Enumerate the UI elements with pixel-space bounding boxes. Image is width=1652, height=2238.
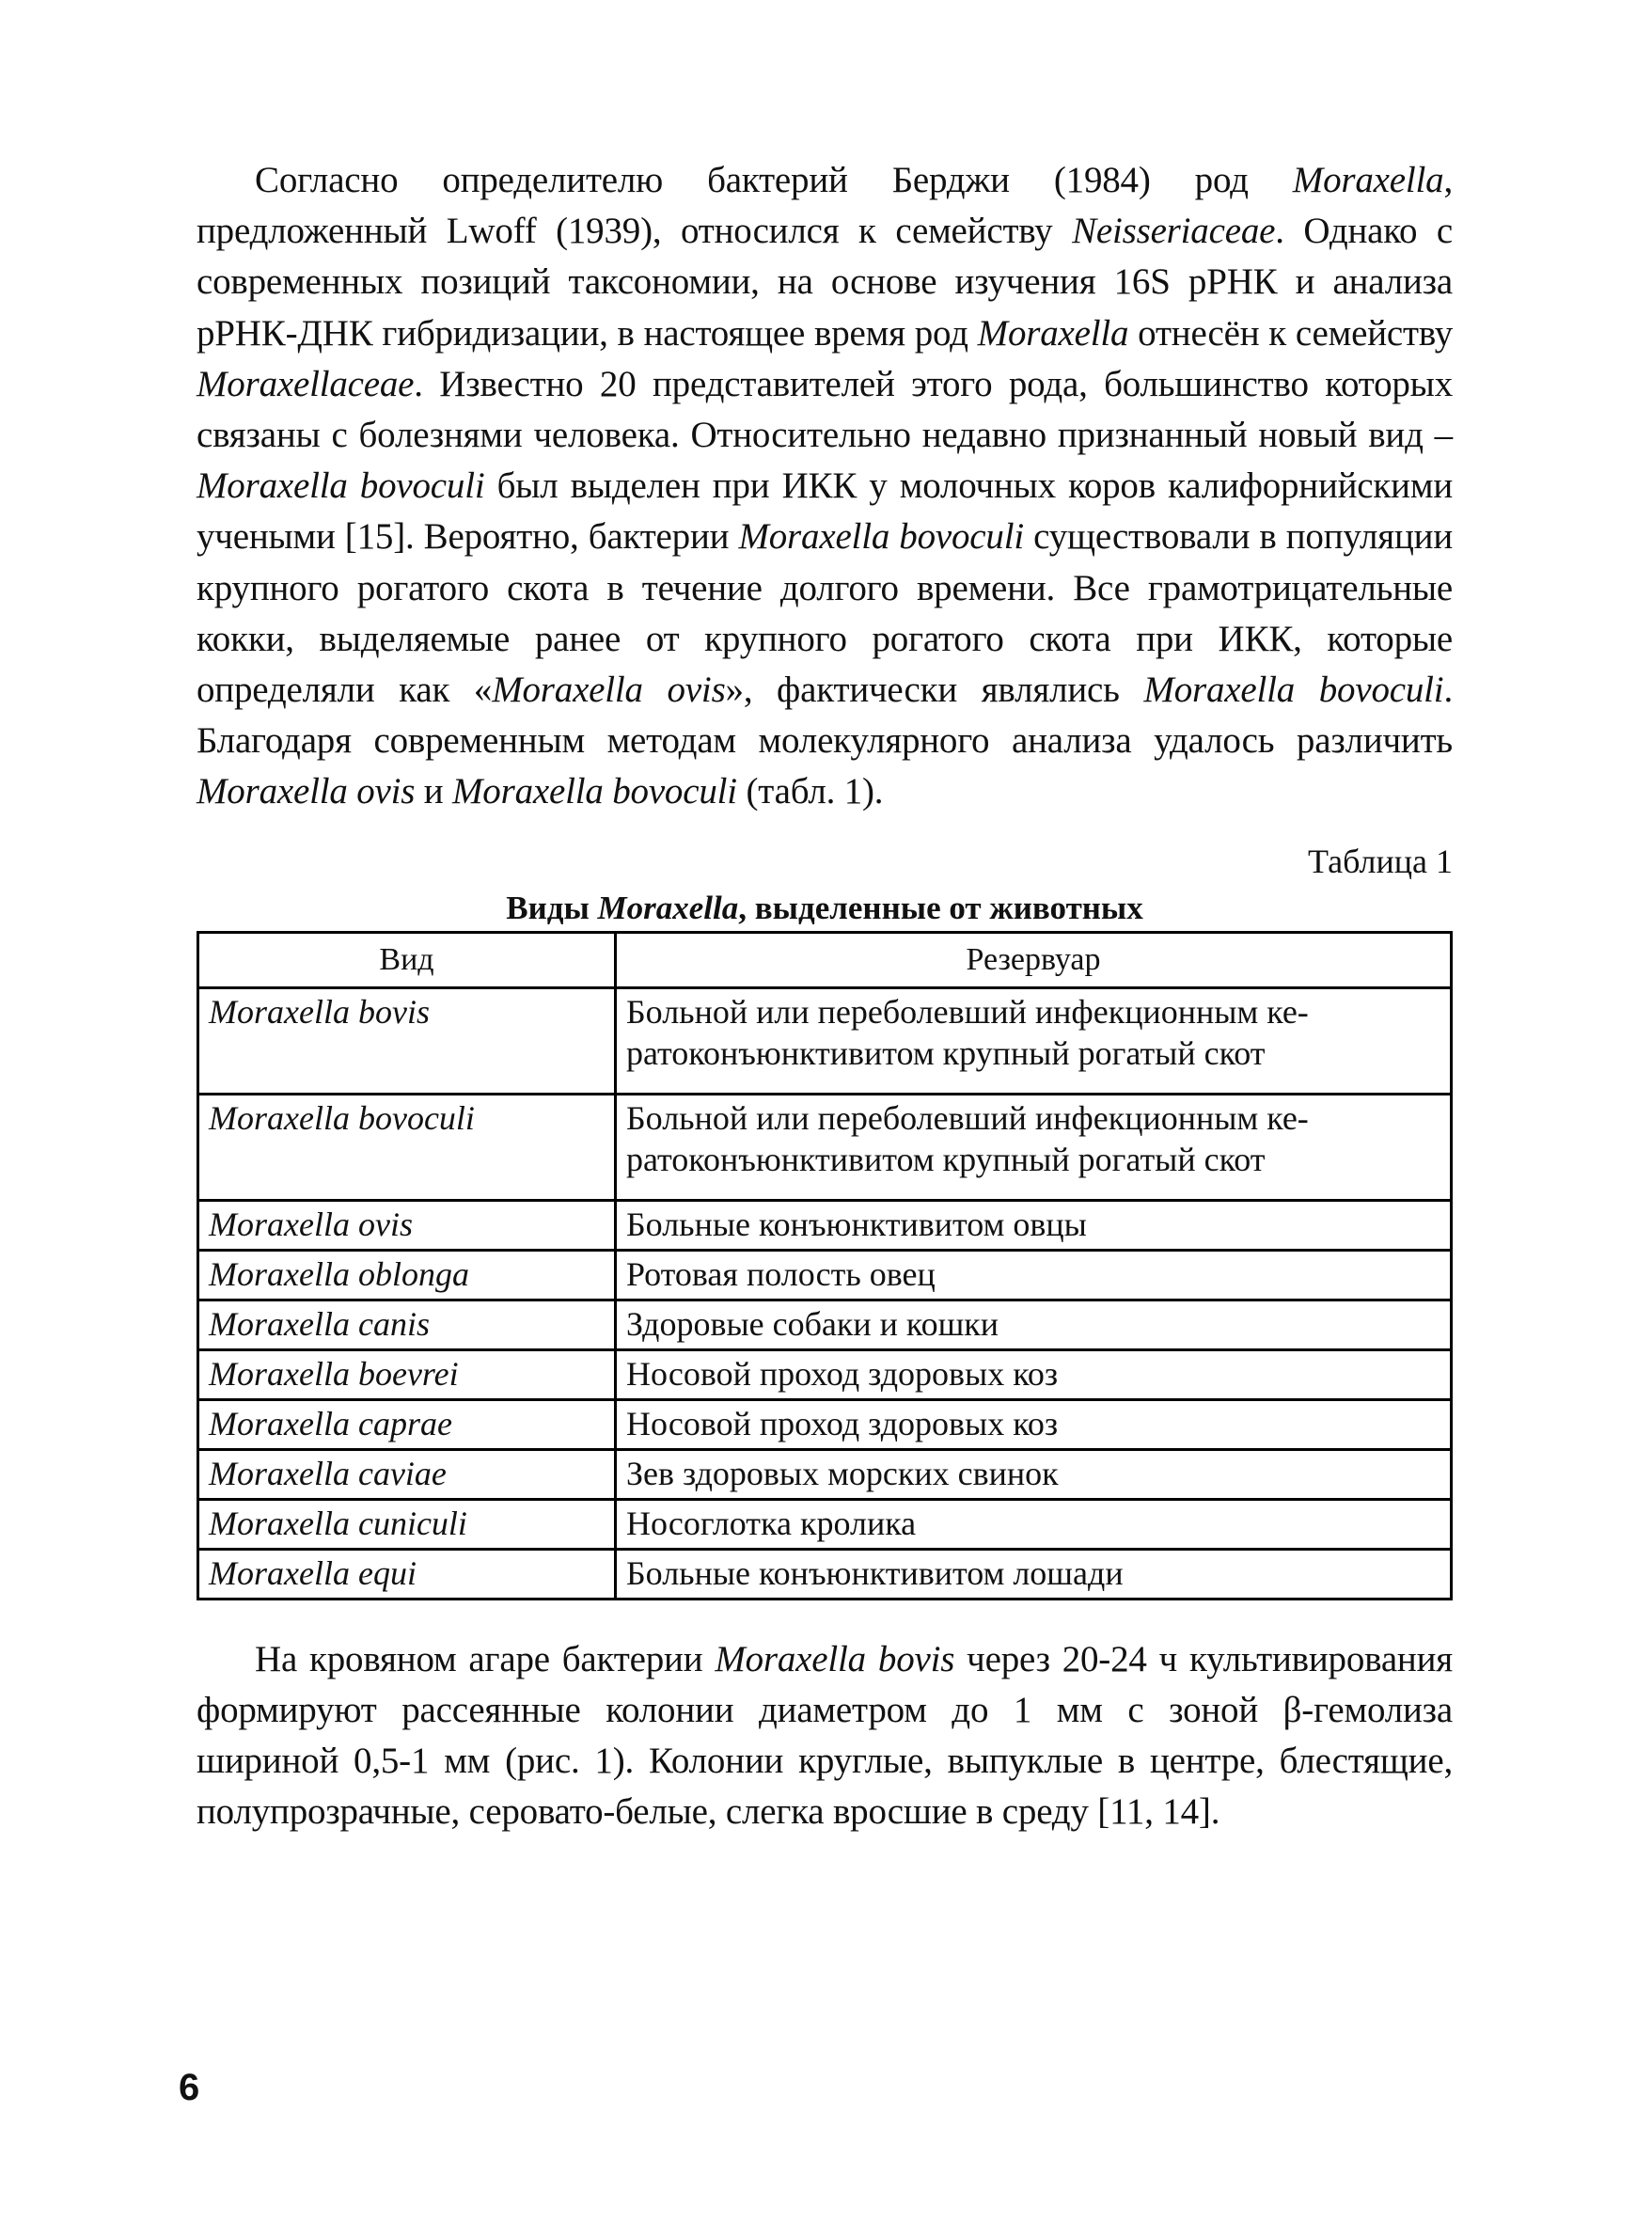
text: отнесён к семейству: [1128, 312, 1453, 354]
species-cell: Moraxella bovis: [198, 987, 616, 1094]
text: На кровяном агаре бактерии: [255, 1638, 716, 1679]
header-species: Вид: [198, 932, 616, 987]
table-title: [197, 890, 1453, 927]
table-row: [198, 1449, 1452, 1499]
species-name: Moraxella bovoculi: [1143, 670, 1444, 711]
reservoir-cell: Больной или переболевший инфекционным кератоконъюнктивитом крупный рогатый скот: [616, 1094, 1452, 1200]
table-row: [198, 1499, 1452, 1549]
table-row: [198, 1549, 1452, 1599]
species-name: Moraxella bovoculi: [452, 771, 737, 812]
species-cell: Moraxella equi: [198, 1549, 616, 1599]
text: . Известно 20 представителей этого рода, большинство которых связаны с болезнями человека. Относительно недавно признанный новый вид –: [197, 363, 1453, 456]
table-row: [198, 1250, 1452, 1300]
reservoir-cell: Носоглотка кролика: [616, 1499, 1452, 1549]
text: существовали в популяции крупного рогатого скота в течение долгого времени. Все грамотрицательные кокки, выделяемые ранее от крупного рогатого скота при ИКК, которые определяли как «: [197, 516, 1454, 711]
species-name: Moraxella bovoculi: [197, 465, 485, 507]
reservoir-cell: Зев здоровых морских свинок: [616, 1449, 1452, 1499]
species-cell: Moraxella boevrei: [198, 1349, 616, 1399]
reservoir-cell: Носовой проход здоровых коз: [616, 1349, 1452, 1399]
title-text: , выделенные от животных: [738, 889, 1143, 926]
family-name: Neisseriaceae: [1072, 211, 1276, 252]
title-text: Виды: [506, 889, 598, 926]
text: . Однако с современных позиций таксономии, на основе изучения 16S рРНК и анализа рРНК-ДНК гибридизации, в настоящее время род: [197, 211, 1454, 354]
text: . Благодаря современным методам молекулярного анализа удалось различить: [197, 670, 1453, 762]
table-row: [198, 1300, 1452, 1349]
species-cell: Moraxella ovis: [198, 1200, 616, 1250]
family-name: Moraxellaceae: [197, 363, 415, 404]
text: был выделен при ИКК у молочных коров калифорнийскими учеными [15]. Вероятно, бактерии: [197, 465, 1453, 558]
page-body: [197, 155, 1453, 1837]
species-name: Moraxella bovis: [715, 1638, 955, 1679]
species-cell: Moraxella cuniculi: [198, 1499, 616, 1549]
genus-name: Moraxella: [977, 312, 1129, 354]
species-table: [197, 931, 1453, 1600]
species-name: Moraxella ovis: [197, 771, 416, 812]
text: (табл. 1).: [736, 771, 884, 812]
species-cell: Moraxella caviae: [198, 1449, 616, 1499]
text: », фактически являлись: [725, 670, 1144, 711]
reservoir-cell: Носовой проход здоровых коз: [616, 1399, 1452, 1449]
reservoir-cell: Ротовая полость овец: [616, 1250, 1452, 1300]
table-header-row: [198, 932, 1452, 987]
reservoir-cell: Больные конъюнктивитом овцы: [616, 1200, 1452, 1250]
text: через 20-24 ч культивирования формируют рассеянные колонии диаметром до 1 мм с зоной β-гемолиза шириной 0,5-1 мм (рис. 1). Колонии круглые, выпуклые в центре, блестящие, полупрозрачные, серовато-белые, слегка вросшие в среду [11, 14].: [197, 1638, 1454, 1833]
table-row: [198, 1200, 1452, 1250]
table-row: [198, 987, 1452, 1094]
species-name: Moraxella ovis: [492, 670, 726, 711]
reservoir-cell: Больные конъюнктивитом лошади: [616, 1549, 1452, 1599]
species-cell: Moraxella oblonga: [198, 1250, 616, 1300]
text: и: [415, 771, 453, 812]
genus-name: Moraxella: [1292, 160, 1444, 200]
title-genus: Moraxella: [597, 889, 739, 926]
table-row: [198, 1399, 1452, 1449]
species-name: Moraxella bovoculi: [738, 516, 1024, 558]
species-cell: Moraxella caprae: [198, 1399, 616, 1449]
reservoir-cell: Здоровые собаки и кошки: [616, 1300, 1452, 1349]
table-row: [198, 1349, 1452, 1399]
species-cell: Moraxella bovoculi: [198, 1094, 616, 1200]
text: Согласно определителю бактерий Берджи (1984) род: [255, 160, 1293, 200]
table-label: Таблица 1: [1308, 842, 1453, 880]
header-reservoir: Резервуар: [616, 932, 1452, 987]
table-row: [198, 1094, 1452, 1200]
paragraph-taxonomy: [197, 155, 1453, 818]
page-number: 6: [179, 2067, 200, 2108]
reservoir-cell: Больной или переболевший инфекционным кератоконъюнктивитом крупный рогатый скот: [616, 987, 1452, 1094]
species-cell: Moraxella canis: [198, 1300, 616, 1349]
text: , предложенный Lwoff (1939), относился к семейству: [197, 160, 1453, 252]
paragraph-colonies: [197, 1634, 1453, 1838]
